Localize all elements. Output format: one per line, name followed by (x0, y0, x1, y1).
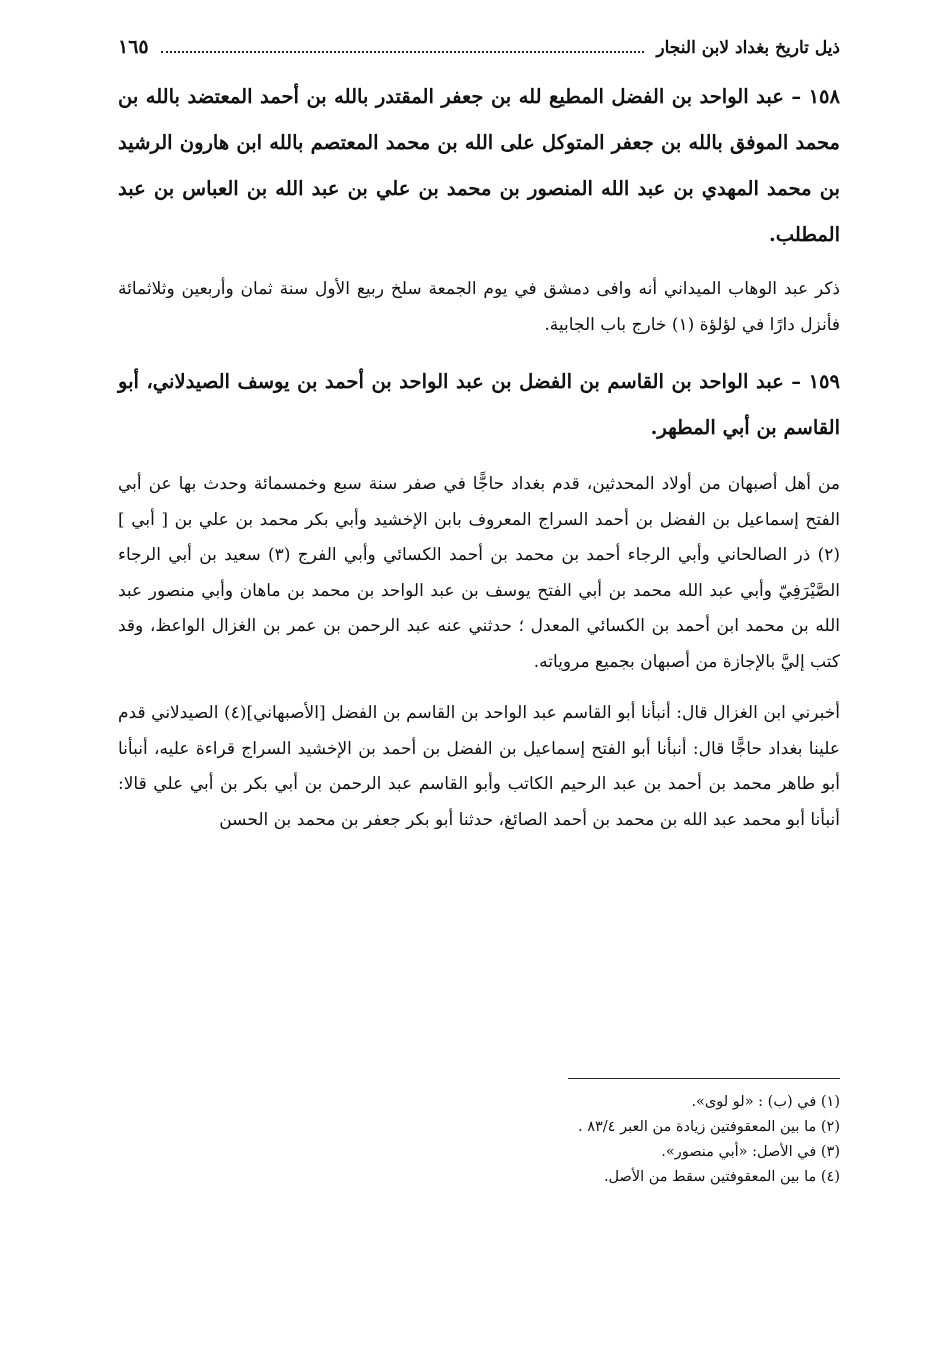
footnote-3: (٣) في الأصل: «أبي منصور». (661, 1144, 840, 1160)
entry-heading-159: ١٥٩ – عبد الواحد بن القاسم بن الفضل بن عبد الواحد بن أحمد بن يوسف الصيدلاني، أبو القاسم بن أبي المطهر. (118, 370, 840, 439)
entry-158-paragraph: ذكر عبد الوهاب الميداني أنه وافى دمشق في يوم الجمعة سلخ ربيع الأول سنة ثمان وأربعين وثلاثمائة فأنزل دارًا في لؤلؤة (١) خارج باب الجابية. (118, 279, 840, 335)
entry-heading-158: ١٥٨ – عبد الواحد بن الفضل المطيع لله بن جعفر المقتدر بالله بن أحمد المعتضد بالله بن محمد الموفق بالله بن جعفر المتوكل على الله بن محمد المعتصم بالله ابن هارون الرشيد بن محمد المهدي بن عبد الله المنصور بن محمد بن علي بن عبد الله بن العباس بن عبد المطلب. (118, 85, 840, 246)
book-page (118, 36, 840, 838)
footnote-separator (568, 1078, 840, 1079)
spacer (118, 258, 840, 272)
running-title: ذيل تاريخ بغداد لابن النجار (656, 38, 840, 58)
spacer (118, 343, 840, 359)
page-number: ١٦٥ (118, 36, 149, 58)
running-header (118, 36, 840, 68)
spacer (118, 451, 840, 467)
footnote-1: (١) في (ب) : «لو لوى». (691, 1094, 840, 1110)
spacer (118, 680, 840, 696)
leader-dots (161, 39, 645, 53)
footnotes (400, 1090, 840, 1190)
entry-159-paragraph-2: أخبرني ابن الغزال قال: أنبأنا أبو القاسم عبد الواحد بن القاسم بن الفضل [الأصبهاني](٤) الصيدلاني قدم علينا بغداد حاجًّا قال: أنبأنا أبو الفتح إسماعيل بن الفضل بن أحمد بن الإخشيد السراج قراءة عليه، أنبأنا أبو طاهر محمد بن أحمد بن عبد الرحيم الكاتب وأبو القاسم عبد الرحمن بن أبي بكر بن أبي علي قالا: أنبأنا أبو محمد عبد الله بن محمد بن أحمد الصائغ، حدثنا أبو بكر جعفر بن محمد بن الحسن (118, 703, 841, 830)
footnote-4: (٤) ما بين المعقوفتين سقط من الأصل. (603, 1169, 840, 1185)
entry-159-paragraph-1: من أهل أصبهان من أولاد المحدثين، قدم بغداد حاجًّا في صفر سنة سبع وخمسمائة وحدث بها عن أبي الفتح إسماعيل بن الفضل بن أحمد السراج المعروف بابن الإخشيد وأبي بكر محمد بن علي بن [ أبي ] (٢) ذر الصالحاني وأبي الرجاء أحمد بن محمد بن أحمد الكسائي وأبي الفرج (٣) سعيد بن أبي الرجاء الصَّيْرَفِيّ وأبي عبد الله محمد بن أبي الفتح يوسف بن عبد الواحد بن محمد بن ماهان وأبي منصور عبد الله بن محمد ابن أحمد بن الكسائي المعدل ؛ حدثني عنه عبد الرحمن بن عمر بن الغزال الواعظ، وقد كتب إليَّ بالإجازة من أصبهان بجميع مروياته. (118, 474, 840, 672)
footnote-2: (٢) ما بين المعقوفتين زيادة من العبر ٨٣/٤ . (578, 1119, 840, 1135)
